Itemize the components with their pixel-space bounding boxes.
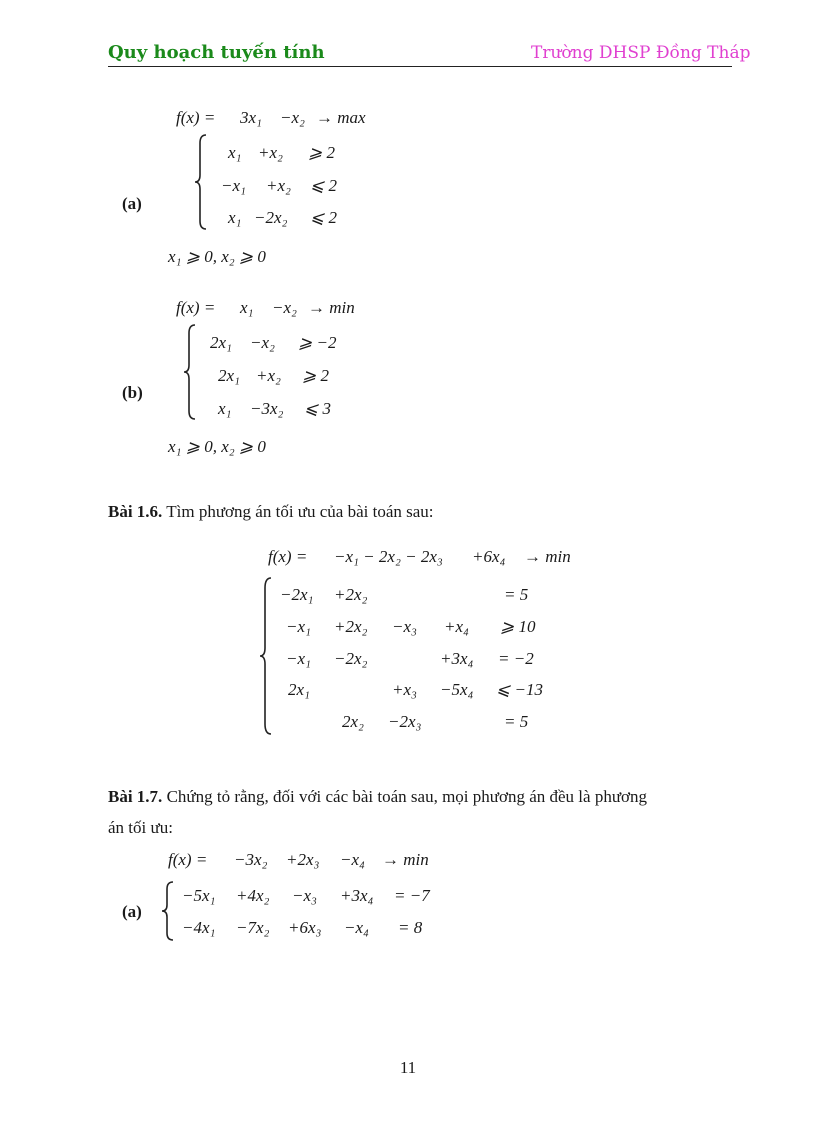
objective-term: x₁ (240, 298, 254, 317)
objective-term: +6x₄ (472, 547, 506, 566)
constraint-term: +x₂ (258, 143, 283, 162)
system-cell: +2x₂ (334, 617, 368, 636)
objective-goal: → max (316, 108, 366, 127)
problem-label: (b) (122, 383, 143, 402)
page-number: 11 (399, 1058, 417, 1077)
constraint-term: 2x₁ (210, 333, 232, 352)
objective-term: −3x₂ (234, 850, 268, 869)
exercise-title: Bài 1.7. (108, 787, 163, 806)
system-brace (160, 880, 176, 942)
problem-label: (a) (122, 902, 142, 921)
system-cell: −2x₃ (388, 712, 422, 731)
objective-term: −x₂ (280, 108, 305, 127)
exercise-heading (108, 787, 647, 807)
system-cell: +x₄ (444, 617, 469, 636)
header-rule (108, 66, 732, 67)
system-cell: +3x₄ (440, 649, 474, 668)
system-rhs: ⩽ −13 (496, 680, 543, 699)
system-rhs: = 5 (504, 712, 529, 731)
nonnegativity: x₁ ⩾ 0, x₂ ⩾ 0 (168, 247, 266, 266)
system-brace (193, 133, 209, 231)
objective-term: +2x₃ (286, 850, 320, 869)
problem-label: (a) (122, 194, 142, 213)
objective-term: −x₁ − 2x₂ − 2x₃ (334, 547, 443, 566)
exercise-heading (108, 502, 434, 522)
system-cell: +3x₄ (340, 886, 374, 905)
system-rhs: = −7 (394, 886, 430, 905)
constraint-rhs: ⩾ 2 (302, 366, 329, 385)
system-cell: −5x₁ (182, 886, 216, 905)
objective-lhs: f(x) = (176, 298, 216, 317)
system-cell: −4x₁ (182, 918, 216, 937)
exercise-text: Chứng tỏ rằng, đối với các bài toán sau, mọi phương án đều là phương (166, 787, 648, 806)
constraint-rhs: ⩽ 2 (310, 208, 337, 227)
constraint-term: +x₂ (266, 176, 291, 195)
system-cell: −2x₁ (280, 585, 314, 604)
constraint-term: x₁ (228, 208, 242, 227)
objective-lhs: f(x) = (176, 108, 216, 127)
system-rhs: ⩾ 10 (500, 617, 536, 636)
objective-goal: → min (382, 850, 429, 869)
system-cell: −x₁ (286, 617, 311, 636)
constraint-term: 2x₁ (218, 366, 240, 385)
objective-goal: → min (524, 547, 571, 566)
nonnegativity: x₁ ⩾ 0, x₂ ⩾ 0 (168, 437, 266, 456)
system-cell: −x₃ (292, 886, 317, 905)
exercise-text: Tìm phương án tối ưu của bài toán sau: (166, 502, 434, 521)
header-title: Quy hoạch tuyến tính (108, 42, 325, 63)
constraint-rhs: ⩽ 3 (304, 399, 331, 418)
header-institution: Trường DHSP Đồng Tháp (531, 43, 751, 63)
constraint-term: −3x₂ (250, 399, 284, 418)
exercise-text-continued: án tối ưu: (108, 818, 173, 837)
objective-term: −x₄ (340, 850, 365, 869)
system-rhs: = −2 (498, 649, 534, 668)
constraint-term: x₁ (228, 143, 242, 162)
system-cell: +2x₂ (334, 585, 368, 604)
system-cell: −x₁ (286, 649, 311, 668)
system-brace (258, 576, 274, 736)
objective-term: −x₂ (272, 298, 297, 317)
system-cell: 2x₂ (342, 712, 364, 731)
system-rhs: = 8 (398, 918, 423, 937)
objective-term: 3x₁ (240, 108, 262, 127)
constraint-rhs: ⩾ 2 (308, 143, 335, 162)
system-brace (182, 323, 198, 421)
constraint-term: −x₂ (250, 333, 275, 352)
system-cell: −2x₂ (334, 649, 368, 668)
system-cell: −x₃ (392, 617, 417, 636)
system-cell: +6x₃ (288, 918, 322, 937)
system-rhs: = 5 (504, 585, 529, 604)
constraint-rhs: ⩽ 2 (310, 176, 337, 195)
constraint-term: −x₁ (221, 176, 246, 195)
constraint-term: −2x₂ (254, 208, 288, 227)
system-cell: −7x₂ (236, 918, 270, 937)
constraint-term: +x₂ (256, 366, 281, 385)
system-cell: −5x₄ (440, 680, 474, 699)
system-cell: 2x₁ (288, 680, 310, 699)
exercise-title: Bài 1.6. (108, 502, 163, 521)
constraint-rhs: ⩾ −2 (298, 333, 337, 352)
constraint-term: x₁ (218, 399, 232, 418)
objective-lhs: f(x) = (168, 850, 208, 869)
objective-lhs: f(x) = (268, 547, 308, 566)
system-cell: +4x₂ (236, 886, 270, 905)
objective-goal: → min (308, 298, 355, 317)
system-cell: +x₃ (392, 680, 417, 699)
system-cell: −x₄ (344, 918, 369, 937)
